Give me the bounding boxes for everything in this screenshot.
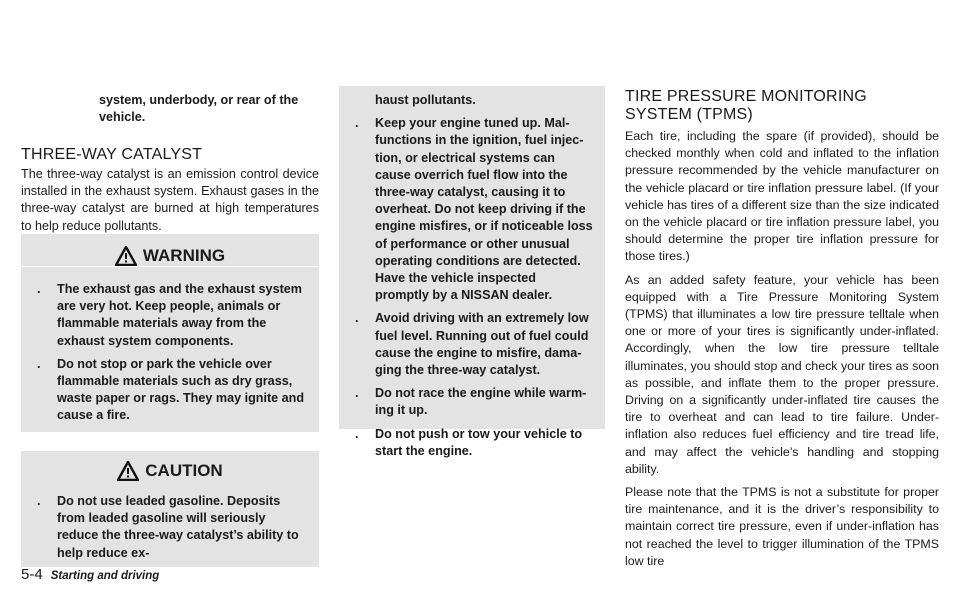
catalyst-paragraph: The three-way catalyst is an emission control device installed in the exhaust system. Exhaust gases in the three-way catalyst are burned at high temperatures to help reduce pollutants. [21, 167, 319, 233]
caution-list-continued [351, 115, 593, 460]
list-item: . Keep your engine tuned up. Malfunctions in the ignition, fuel injection, or electrical systems can cause overrich fuel flow into the three-way catalyst, causing it to overheat. Do not keep driving if the engine misfires, or if noticeable loss of performance or other unusual operating conditions are detected. Have the vehicle inspected promptly by a NISSAN dealer. [355, 116, 593, 303]
caution-list [33, 493, 307, 562]
continued-text: haust pollutants. [375, 93, 476, 107]
warning-title: WARNING [21, 246, 319, 266]
section-heading-tpms: TIRE PRESSURE MONITORING SYSTEM (TPMS) [625, 88, 867, 123]
tpms-paragraph: As an added safety feature, your vehicle has been equipped with a Tire Pressure Monitoring System (TPMS) that illuminates a low tire pressure telltale when one or more of your tires is significantly under-inflated. Accordingly, when the low tire pressure telltale illuminates, you should stop and check your tires as soon as possible, and inflate them to the proper pressure. Driving on a significantly under-inflated tire causes the tire to overheat and can lead to tire failure. Under-inflation also reduces fuel efficiency and tire tread life, and may affect the vehicle’s handling and stopping ability. [625, 272, 939, 476]
caution-box-continued [339, 86, 605, 458]
continued-text: system, underbody, or rear of the vehicle. [99, 93, 299, 125]
list-item: . Do not use leaded gasoline. Deposits from leaded gasoline will seriously reduce the three-way catalyst’s ability to help reduce ex- [37, 494, 299, 560]
section-name: Starting and driving [50, 570, 160, 582]
tpms-body [625, 128, 939, 576]
tpms-paragraph: Each tire, including the spare (if provided), should be checked monthly when cold and inflated to the inflation pressure recommended by the vehicle manufacturer on the vehicle placard or tire inflation pressure label. (If your vehicle has tires of a different size than the size indicated on the vehicle placard or tire inflation pressure label, you should determine the proper tire inflation pressure for those tires.) [625, 129, 939, 264]
page-footer [21, 566, 159, 583]
left-column [21, 92, 319, 126]
tpms-paragraph: Please note that the TPMS is not a substitute for proper tire maintenance, and it is the driver’s responsibility to maintain correct tire pressure, even if under-inflation has not reached the level to trigger illumination of the TPMS low tire [625, 485, 939, 568]
page-number: 5-4 [21, 566, 43, 583]
warning-triangle-icon [115, 246, 137, 266]
list-item: . Do not stop or park the vehicle over flammable materials such as dry grass, waste paper or rags. They may ignite and cause a fire. [37, 356, 305, 423]
list-item: . Do not race the engine while warming it up. [355, 386, 587, 418]
list-item: . Do not push or tow your vehicle to start the engine. [355, 426, 583, 458]
warning-list [33, 281, 307, 425]
section-heading-catalyst: THREE-WAY CATALYST [21, 146, 203, 163]
list-item: . Avoid driving with an extremely low fuel level. Running out of fuel could cause the engine to misfire, damaging the three-way catalyst. [355, 311, 589, 378]
list-item: . The exhaust gas and the exhaust system are very hot. Keep people, animals or flammable materials away from the exhaust system components. [37, 282, 302, 348]
caution-triangle-icon [117, 461, 139, 481]
caution-title: CAUTION [21, 461, 319, 481]
caution-box [21, 451, 319, 567]
warning-box [21, 234, 319, 432]
